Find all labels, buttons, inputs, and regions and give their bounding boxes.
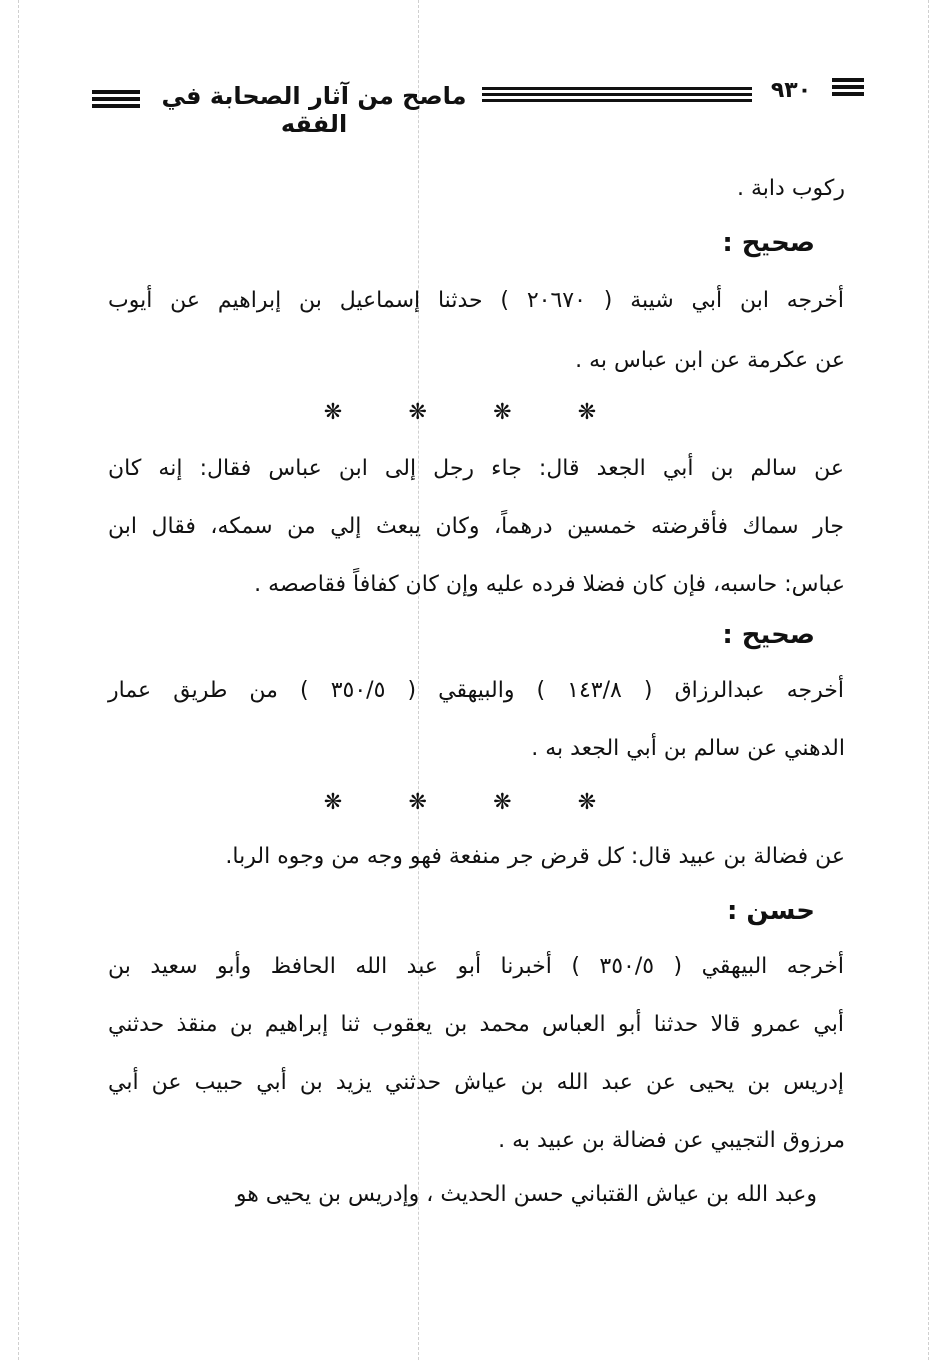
- grade-heading: صحيح :: [722, 620, 815, 650]
- header-rule-middle: [482, 87, 752, 102]
- star-ornament: ❋: [408, 400, 427, 425]
- star-ornament: ❋: [493, 400, 512, 425]
- scan-guide-line: [18, 0, 19, 1360]
- star-ornament: ❋: [493, 790, 512, 815]
- page-header: [92, 74, 864, 138]
- text-line: الدهني عن سالم بن أبي الجعد به .: [531, 736, 845, 761]
- text-line: أخرجه عبدالرزاق ( ١٤٣/٨ ) والبيهقي ( ٣٥٠/٥ ) من طريق عمار: [108, 678, 844, 703]
- text-line: مرزوق التجيبي عن فضالة بن عبيد به .: [498, 1128, 845, 1153]
- text-line: أبي عمرو قالا حدثنا أبو العباس محمد بن يعقوب ثنا إبراهيم بن منقذ حدثني: [108, 1012, 844, 1037]
- text-line: أخرجه البيهقي ( ٣٥٠/٥ ) أخبرنا أبو عبد الله الحافظ وأبو سعيد بن: [108, 954, 844, 979]
- text-line: إدريس بن يحيى عن عبد الله بن عياش حدثني يزيد بن أبي حبيب عن أبي: [108, 1070, 844, 1095]
- running-title: ماصح من آثار الصحابة في الفقه: [161, 82, 467, 138]
- page-number: ٩٣٠: [770, 78, 812, 103]
- star-ornament: ❋: [323, 790, 343, 815]
- text-line: عباس: حاسبه، فإن كان فضلا فرده عليه وإن كان كفافاً فقاصصه .: [254, 572, 845, 597]
- star-ornament: ❋: [577, 790, 597, 815]
- grade-heading: صحيح :: [722, 228, 815, 258]
- grade-heading: حسن :: [726, 896, 815, 926]
- text-line: عن فضالة بن عبيد قال: كل قرض جر منفعة فهو وجه من وجوه الربا.: [225, 844, 845, 869]
- star-ornament: ❋: [577, 400, 597, 425]
- text-line: وعبد الله بن عياش القتباني حسن الحديث ، وإدريس بن يحيى هو: [235, 1182, 817, 1207]
- text-line: أخرجه ابن أبي شيبة ( ٢٠٦٧٠ ) حدثنا إسماعيل بن إبراهيم عن أيوب: [108, 288, 845, 313]
- text-line: جار سماك فأقرضته خمسين درهماً، وكان يبعث إلي من سمكه، فقال ابن: [108, 514, 844, 539]
- scan-guide-line: [928, 0, 929, 1360]
- star-ornament: ❋: [408, 790, 427, 815]
- star-ornament: ❋: [323, 400, 343, 425]
- header-rule-left: [92, 90, 140, 108]
- text-line: ركوب دابة .: [737, 176, 845, 201]
- text-line: عن عكرمة عن ابن عباس به .: [575, 348, 845, 373]
- section-separator: [320, 790, 600, 816]
- text-line: عن سالم بن أبي الجعد قال: جاء رجل إلى ابن عباس فقال: إنه كان: [108, 456, 844, 481]
- header-rule-right: [832, 78, 864, 96]
- section-separator: [320, 400, 600, 426]
